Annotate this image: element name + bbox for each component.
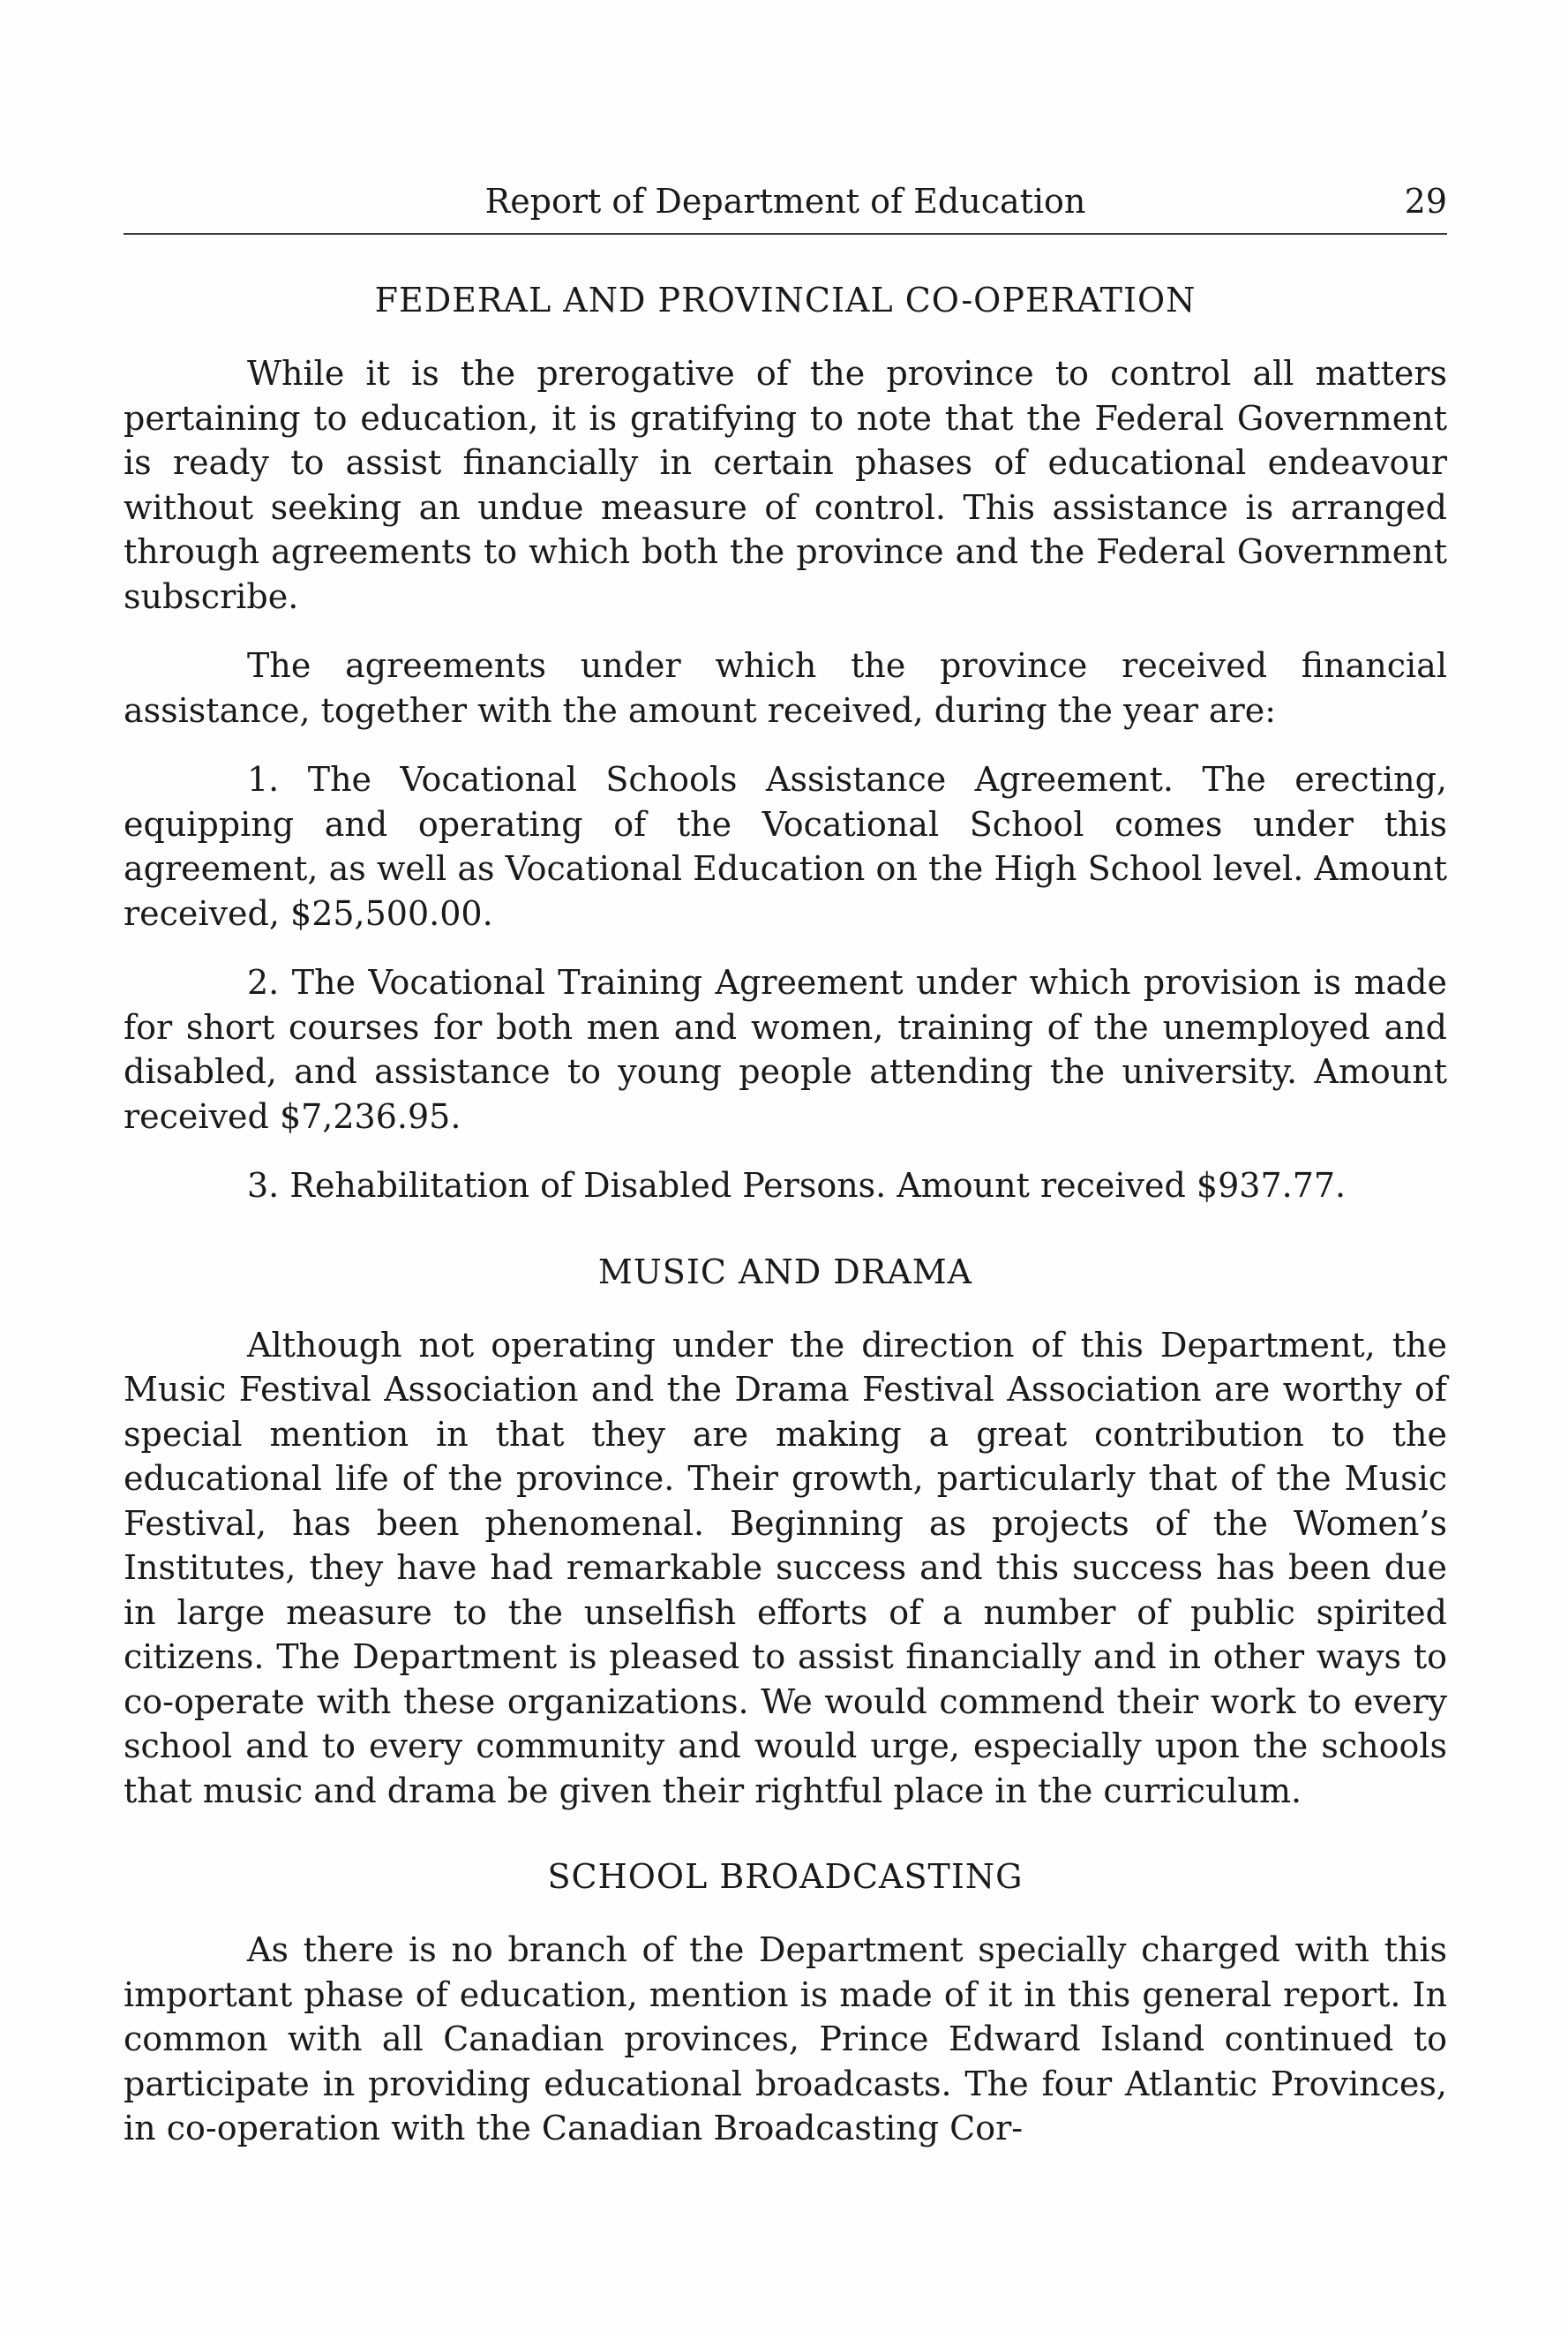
page-content [124,177,1447,2176]
section-spacer [124,1233,1447,1252]
section-heading-music-drama: MUSIC AND DRAMA [597,1252,973,1291]
running-header [124,177,1447,226]
section-heading-federal-provincial: FEDERAL AND PROVINCIAL CO-OPERATION [374,281,1197,320]
page-number: 29 [1404,182,1447,221]
list-item-agreement-1: 1. The Vocational Schools Assistance Agreement. The erecting, equipping and operating of the Vocational School comes under this agreement, as well as Vocational Education on the High School level. Amount received, $25,500.00. [124,760,1447,933]
header-rule [124,233,1447,235]
paragraph: As there is no branch of the Department specially charged with this important phase of education, mention is made of it in this general report. In common with all Canadian provinces, Prince Edward Island continued to participate in providing educational broadcasts. The four Atlantic Provinces, in co-operation with the Canadian Broadcasting Cor- [124,1930,1447,2147]
paragraph: The agreements under which the province received financial assistance, together with the amount received, during the year are: [124,646,1447,730]
paragraph: Although not operating under the direction of this Department, the Music Festival Association and the Drama Festival Association are worthy of special mention in that they are making a great contribution to the educational life of the province. Their growth, particularly that of the Music Festival, has been phenomenal. Beginning as projects of the Women’s Institutes, they have had remarkable success and this success has been due in large measure to the unselfish efforts of a number of public spirited citizens. The Department is pleased to assist financially and in other ways to co-operate with these organizations. We would commend their work to every school and to every community and would urge, especially upon the schools that music and drama be given their rightful place in the curriculum. [124,1325,1447,1810]
list-item-agreement-2: 2. The Vocational Training Agreement under which provision is made for short courses for both men and women, training of the unemployed and disabled, and assistance to young people attending the university. Amount received $7,236.95. [124,963,1447,1136]
running-title: Report of Department of Education [484,182,1086,221]
section-heading-school-broadcasting: SCHOOL BROADCASTING [547,1857,1024,1896]
section-spacer [124,1838,1447,1857]
paragraph: While it is the prerogative of the province to control all matters pertaining to education, it is gratifying to note that the Federal Government is ready to assist financially in certain phases of educational endeavour without seeking an undue measure of control. This assistance is arranged through agreements to which both the province and the Federal Government subscribe. [124,354,1447,616]
list-item-agreement-3: 3. Rehabilitation of Disabled Persons. Amount received $937.77. [247,1166,1347,1205]
